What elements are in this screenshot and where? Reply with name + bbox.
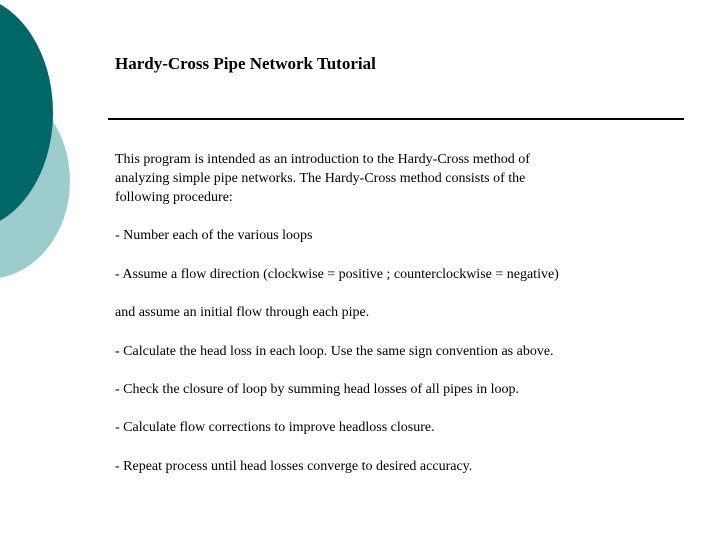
intro-line: following procedure: [115,190,233,205]
step-item: - Calculate the head loss in each loop. Use the same sign convention as above. [115,344,554,359]
step-item: and assume an initial flow through each pipe. [115,305,370,320]
slide-title: Hardy-Cross Pipe Network Tutorial [115,54,376,73]
intro-line: This program is intended as an introduction to the Hardy-Cross method of [115,152,530,167]
step-item: - Check the closure of loop by summing head losses of all pipes in loop. [115,382,519,397]
step-item: - Repeat process until head losses converge to desired accuracy. [115,459,473,474]
step-item: - Number each of the various loops [115,228,313,243]
step-item: - Assume a flow direction (clockwise = positive ; counterclockwise = negative) [115,267,559,282]
step-item: - Calculate flow corrections to improve headloss closure. [115,420,435,435]
intro-line: analyzing simple pipe networks. The Hardy-Cross method consists of the [115,171,526,186]
title-divider [108,118,684,120]
intro-paragraph [115,150,530,207]
